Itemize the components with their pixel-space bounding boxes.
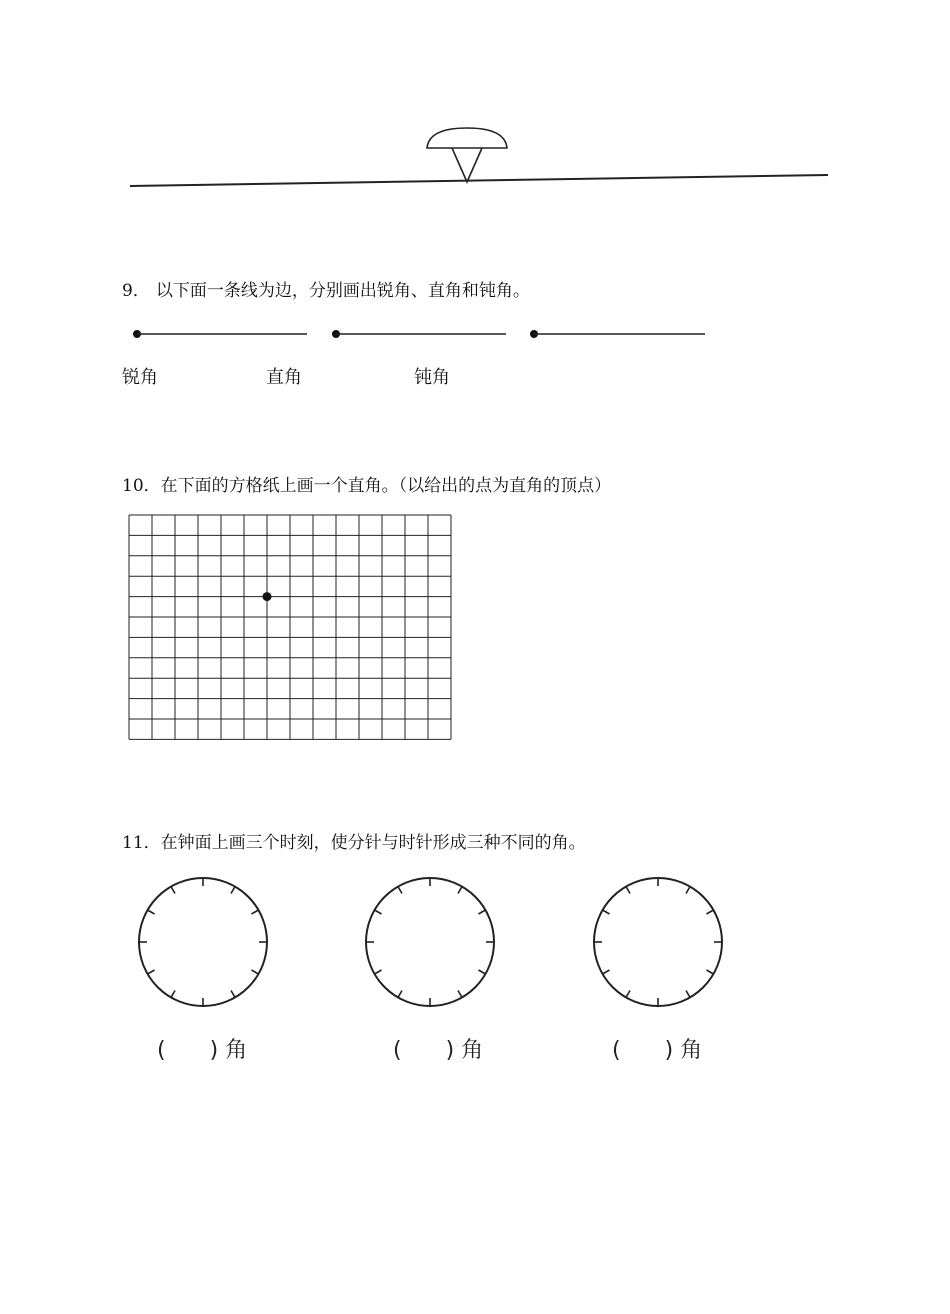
q9-rays — [0, 318, 950, 358]
answer-3 — [612, 1033, 702, 1064]
q11-title — [122, 828, 586, 853]
answer-1-open: ( — [157, 1038, 166, 1063]
grid-paper[interactable] — [128, 514, 458, 744]
clock-tick — [375, 910, 382, 914]
ray-acute — [133, 330, 307, 338]
answer-3-suffix: 角 — [680, 1038, 703, 1063]
clock-tick — [478, 910, 485, 914]
clock-tick — [686, 887, 690, 894]
clock-tick — [231, 887, 235, 894]
q9-title — [122, 276, 530, 301]
clock-tick — [686, 990, 690, 997]
clock-tick — [171, 990, 175, 997]
clock-tick — [706, 970, 713, 974]
pushpin-needle — [452, 148, 482, 182]
clock-tick — [398, 990, 402, 997]
answer-1-close: ) — [209, 1038, 219, 1063]
q9-number: 9． — [122, 281, 150, 301]
label-acute: 锐角 — [122, 367, 158, 388]
pushpin-head — [427, 128, 507, 148]
label-right: 直角 — [266, 367, 302, 388]
clock-tick — [148, 910, 155, 914]
clock-tick — [478, 970, 485, 974]
answer-2-suffix: 角 — [461, 1038, 484, 1063]
clock-faces — [0, 875, 950, 1015]
answer-1-suffix: 角 — [225, 1038, 248, 1063]
clock-tick — [458, 990, 462, 997]
clock-circle — [139, 878, 267, 1006]
clock-face-2 — [366, 878, 494, 1006]
vertex-dot — [263, 592, 272, 601]
ground-line — [130, 175, 828, 186]
answer-3-open: ( — [612, 1038, 621, 1063]
clock-tick — [398, 887, 402, 894]
clock-face-1 — [139, 878, 267, 1006]
clock-tick — [231, 990, 235, 997]
q11-number: 11． — [122, 833, 161, 853]
q10-title — [122, 471, 611, 496]
ray-right — [332, 330, 506, 338]
q10-number: 10． — [122, 476, 161, 496]
q10-text: 在下面的方格纸上画一个直角。（以给出的点为直角的顶点） — [160, 476, 612, 496]
answer-2-open: ( — [393, 1038, 402, 1063]
pushpin-figure — [0, 0, 950, 200]
clock-tick — [626, 887, 630, 894]
clock-tick — [603, 970, 610, 974]
answer-2-close: ) — [445, 1038, 455, 1063]
q11-text: 在钟面上画三个时刻，使分针与时针形成三种不同的角。 — [160, 833, 586, 853]
ray-obtuse — [530, 330, 705, 338]
clock-circle — [594, 878, 722, 1006]
clock-tick — [375, 970, 382, 974]
clock-tick — [148, 970, 155, 974]
clock-tick — [706, 910, 713, 914]
label-obtuse: 钝角 — [414, 367, 450, 388]
clock-circle — [366, 878, 494, 1006]
clock-tick — [251, 970, 258, 974]
clock-tick — [458, 887, 462, 894]
q9-text: 以下面一条线为边，分别画出锐角、直角和钝角。 — [155, 281, 530, 301]
clock-tick — [251, 910, 258, 914]
answer-3-close: ) — [664, 1038, 674, 1063]
clock-face-3 — [594, 878, 722, 1006]
clock-tick — [171, 887, 175, 894]
clock-tick — [603, 910, 610, 914]
clock-tick — [626, 990, 630, 997]
answer-2 — [393, 1033, 483, 1064]
answer-1 — [157, 1033, 247, 1064]
